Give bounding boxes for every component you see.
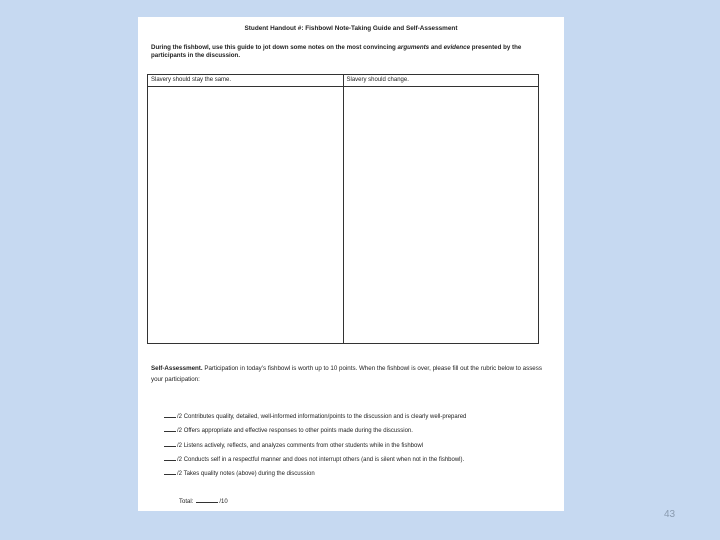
intro-and: and [429, 44, 444, 51]
total-score [179, 496, 228, 507]
notes-column-change [343, 75, 539, 343]
total-label: Total: [179, 499, 194, 505]
total-suffix: /10 [219, 499, 228, 505]
intro-paragraph [151, 44, 549, 60]
column-header-change: Slavery should change. [344, 75, 539, 87]
intro-arguments: arguments [397, 44, 430, 51]
column-header-stay-same: Slavery should stay the same. [148, 75, 343, 87]
intro-text-end: presented by the participants in the discussion. [151, 44, 522, 59]
slide-number: 43 [664, 509, 676, 520]
score-blank [164, 468, 176, 475]
rubric-score: /2 [177, 414, 183, 420]
score-blank [164, 411, 176, 418]
rubric-score: /2 [177, 442, 183, 449]
rubric-score: /2 [177, 428, 183, 435]
rubric-item [164, 454, 560, 468]
notes-area-change [344, 87, 539, 343]
score-blank [164, 454, 176, 461]
total-blank [196, 496, 218, 503]
rubric-item [164, 468, 560, 482]
notes-area-stay-same [148, 87, 343, 343]
score-blank [164, 425, 176, 432]
self-assessment-text: Participation in today’s fishbowl is worth up to 10 points. When the fishbowl is over, please fill out the rubric below to assess your participation: [151, 365, 542, 383]
rubric-text: Listens actively, reflects, and analyzes comments from other students while in the fishbowl [183, 442, 424, 449]
rubric-score: /2 [177, 471, 183, 478]
self-assessment-paragraph [151, 364, 551, 385]
rubric-text: Offers appropriate and effective responses to other points made during the discussion. [183, 428, 413, 435]
handout-title: Student Handout #: Fishbowl Note-Taking Guide and Self-Assessment [244, 25, 458, 32]
rubric-list [164, 411, 560, 482]
rubric-item [164, 425, 560, 439]
rubric-text: Takes quality notes (above) during the discussion [183, 471, 315, 478]
intro-evidence: evidence [443, 44, 471, 51]
rubric-score: /2 [177, 456, 183, 463]
intro-text-start: During the fishbowl, use this guide to jot down some notes on the most convincing [151, 44, 398, 51]
self-assessment-label: Self-Assessment. [151, 365, 203, 372]
score-blank [164, 440, 176, 447]
rubric-item [164, 411, 560, 425]
notes-table [147, 74, 539, 344]
handout-page [138, 17, 564, 511]
rubric-text: Conducts self in a respectful manner and does not interrupt others (and is silent when not in the fishbowl). [183, 456, 465, 463]
rubric-text: Contributes quality, detailed, well-informed information/points to the discussion and is clearly well-prepared [183, 414, 467, 420]
rubric-item [164, 440, 560, 454]
notes-column-stay-same [148, 75, 343, 343]
